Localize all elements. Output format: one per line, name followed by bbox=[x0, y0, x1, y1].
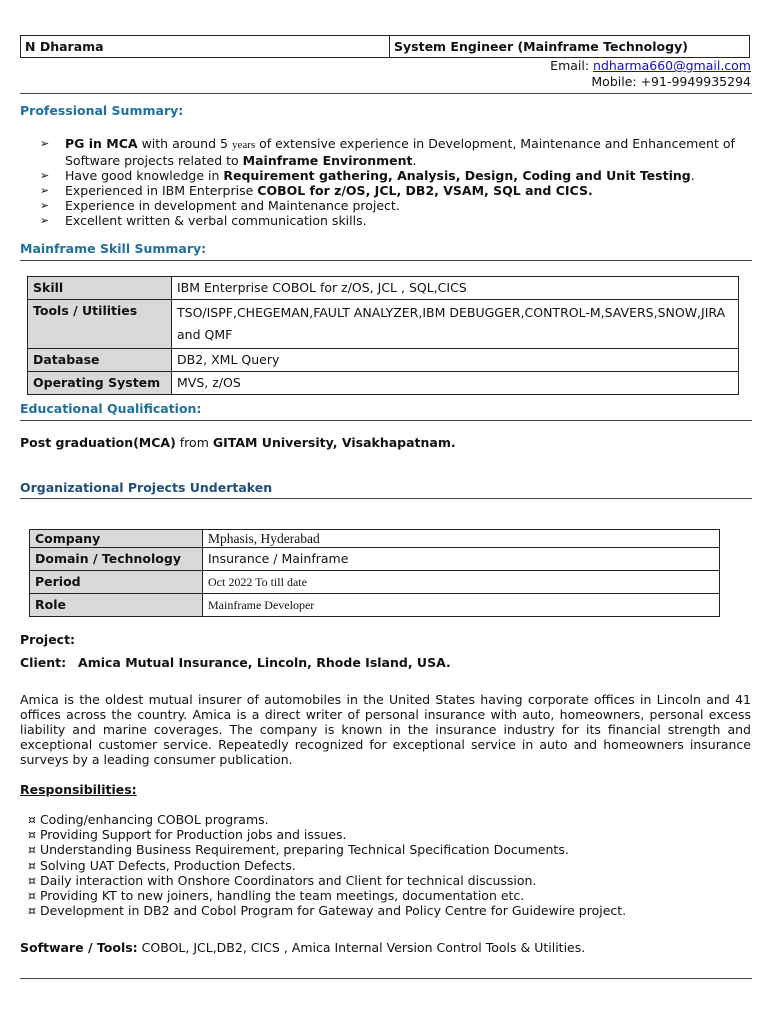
company-value: Mphasis, Hyderabad bbox=[203, 530, 720, 548]
role-label: Role bbox=[30, 594, 203, 617]
summary-item: ➢ PG in MCA with around 5 years of extensive experience in Development, Maintenance and Enhancement of Software projects related to Mainframe Environment. bbox=[40, 136, 735, 168]
tools-value: COBOL, JCL,DB2, CICS , Amica Internal Version Control Tools & Utilities. bbox=[137, 940, 586, 955]
list-item: ¤ Providing KT to new joiners, handling the team meetings, documentation etc. bbox=[28, 888, 525, 904]
responsibilities-list bbox=[28, 812, 626, 918]
summary-item: ➢ Have good knowledge in Requirement gathering, Analysis, Design, Coding and Unit Testing. bbox=[40, 168, 695, 183]
summary-title: Professional Summary: bbox=[20, 103, 184, 118]
email-label: Email: bbox=[550, 58, 594, 73]
database-value: DB2, XML Query bbox=[172, 349, 739, 372]
currency-bullet-icon: ¤ bbox=[28, 888, 36, 904]
education-title: Educational Qualification: bbox=[20, 401, 202, 416]
role-value: Mainframe Developer bbox=[203, 594, 720, 617]
currency-bullet-icon: ¤ bbox=[28, 857, 36, 873]
arrow-bullet-icon: ➢ bbox=[40, 169, 50, 182]
tools-value: TSO/ISPF,CHEGEMAN,FAULT ANALYZER,IBM DEBUGGER,CONTROL-M,SAVERS,SNOW,JIRA and QMF bbox=[172, 300, 739, 349]
arrow-bullet-icon: ➢ bbox=[40, 214, 50, 227]
skills-table bbox=[27, 276, 739, 395]
tools-label: Software / Tools: bbox=[20, 940, 138, 955]
table-row bbox=[28, 372, 739, 395]
skill-label: Skill bbox=[28, 277, 172, 300]
list-item: ¤ Development in DB2 and Cobol Program for Gateway and Policy Centre for Guidewire project. bbox=[28, 903, 627, 919]
list-item: ¤ Understanding Business Requirement, preparing Technical Specification Documents. bbox=[28, 842, 569, 858]
mobile-line: Mobile: +91-9949935294 bbox=[591, 74, 751, 89]
table-row bbox=[30, 594, 720, 617]
summary-item: ➢ Experience in development and Maintenance project. bbox=[40, 198, 400, 213]
company-label: Company bbox=[30, 530, 203, 548]
table-row bbox=[30, 530, 720, 548]
email-line bbox=[550, 58, 751, 73]
project-table bbox=[29, 529, 720, 617]
skills-title: Mainframe Skill Summary: bbox=[20, 241, 207, 256]
period-value: Oct 2022 To till date bbox=[203, 571, 720, 594]
header-table bbox=[20, 35, 750, 58]
responsibilities-title: Responsibilities: bbox=[20, 782, 137, 797]
currency-bullet-icon: ¤ bbox=[28, 903, 36, 919]
os-label: Operating System bbox=[28, 372, 172, 395]
currency-bullet-icon: ¤ bbox=[28, 812, 36, 827]
summary-item: ➢ Experienced in IBM Enterprise COBOL for z/OS, JCL, DB2, VSAM, SQL and CICS. bbox=[40, 183, 593, 198]
list-item: ¤ Solving UAT Defects, Production Defects. bbox=[28, 857, 296, 873]
client-line bbox=[20, 655, 451, 670]
table-row bbox=[28, 300, 739, 349]
divider bbox=[20, 498, 752, 499]
project-description: Amica is the oldest mutual insurer of automobiles in the United States having corporate offices in Lincoln and 41 offices across the country. Amica is a direct writer of personal insurance with auto, homeowners, personal excess liability and marine coverages. The company is known in the insurance industry for its financial strength and exceptional customer service. Repeatedly recognized for exceptional service in auto and homeowners insurance surveys by a leading consumer publication. bbox=[20, 692, 751, 767]
candidate-name: N Dharama bbox=[21, 36, 390, 57]
domain-label: Domain / Technology bbox=[30, 548, 203, 571]
list-item: ¤ Coding/enhancing COBOL programs. bbox=[28, 812, 269, 827]
table-row bbox=[30, 571, 720, 594]
university: GITAM University, Visakhapatnam. bbox=[212, 435, 456, 450]
divider bbox=[20, 260, 752, 261]
client-name: Amica Mutual Insurance, Lincoln, Rhode Island, USA. bbox=[78, 655, 451, 670]
arrow-bullet-icon: ➢ bbox=[40, 137, 50, 150]
project-label: Project: bbox=[20, 632, 76, 647]
education-line: Post graduation(MCA) from GITAM University, Visakhapatnam. bbox=[20, 435, 456, 450]
projects-title: Organizational Projects Undertaken bbox=[20, 480, 273, 495]
os-value: MVS, z/OS bbox=[172, 372, 739, 395]
list-item: ¤ Daily interaction with Onshore Coordinators and Client for technical discussion. bbox=[28, 872, 537, 888]
skill-value: IBM Enterprise COBOL for z/OS, JCL , SQL,CICS bbox=[172, 277, 739, 300]
arrow-bullet-icon: ➢ bbox=[40, 184, 50, 197]
currency-bullet-icon: ¤ bbox=[28, 872, 36, 888]
table-row bbox=[28, 349, 739, 372]
client-label: Client: bbox=[20, 655, 67, 670]
divider bbox=[20, 93, 752, 94]
candidate-role: System Engineer (Mainframe Technology) bbox=[394, 39, 688, 54]
currency-bullet-icon: ¤ bbox=[28, 827, 36, 843]
summary-list bbox=[40, 136, 748, 228]
period-label: Period bbox=[30, 571, 203, 594]
divider bbox=[20, 978, 752, 979]
email-link[interactable]: ndharma660@gmail.com bbox=[593, 58, 751, 73]
divider bbox=[20, 420, 752, 421]
table-row bbox=[28, 277, 739, 300]
table-row bbox=[30, 548, 720, 571]
list-item: ¤ Providing Support for Production jobs and issues. bbox=[28, 827, 347, 843]
database-label: Database bbox=[28, 349, 172, 372]
tools-label: Tools / Utilities bbox=[28, 300, 172, 349]
currency-bullet-icon: ¤ bbox=[28, 842, 36, 858]
domain-value: Insurance / Mainframe bbox=[203, 548, 720, 571]
summary-item: ➢ Excellent written & verbal communication skills. bbox=[40, 213, 367, 228]
software-tools-line bbox=[20, 940, 585, 955]
degree: Post graduation(MCA) bbox=[20, 435, 176, 450]
arrow-bullet-icon: ➢ bbox=[40, 199, 50, 212]
